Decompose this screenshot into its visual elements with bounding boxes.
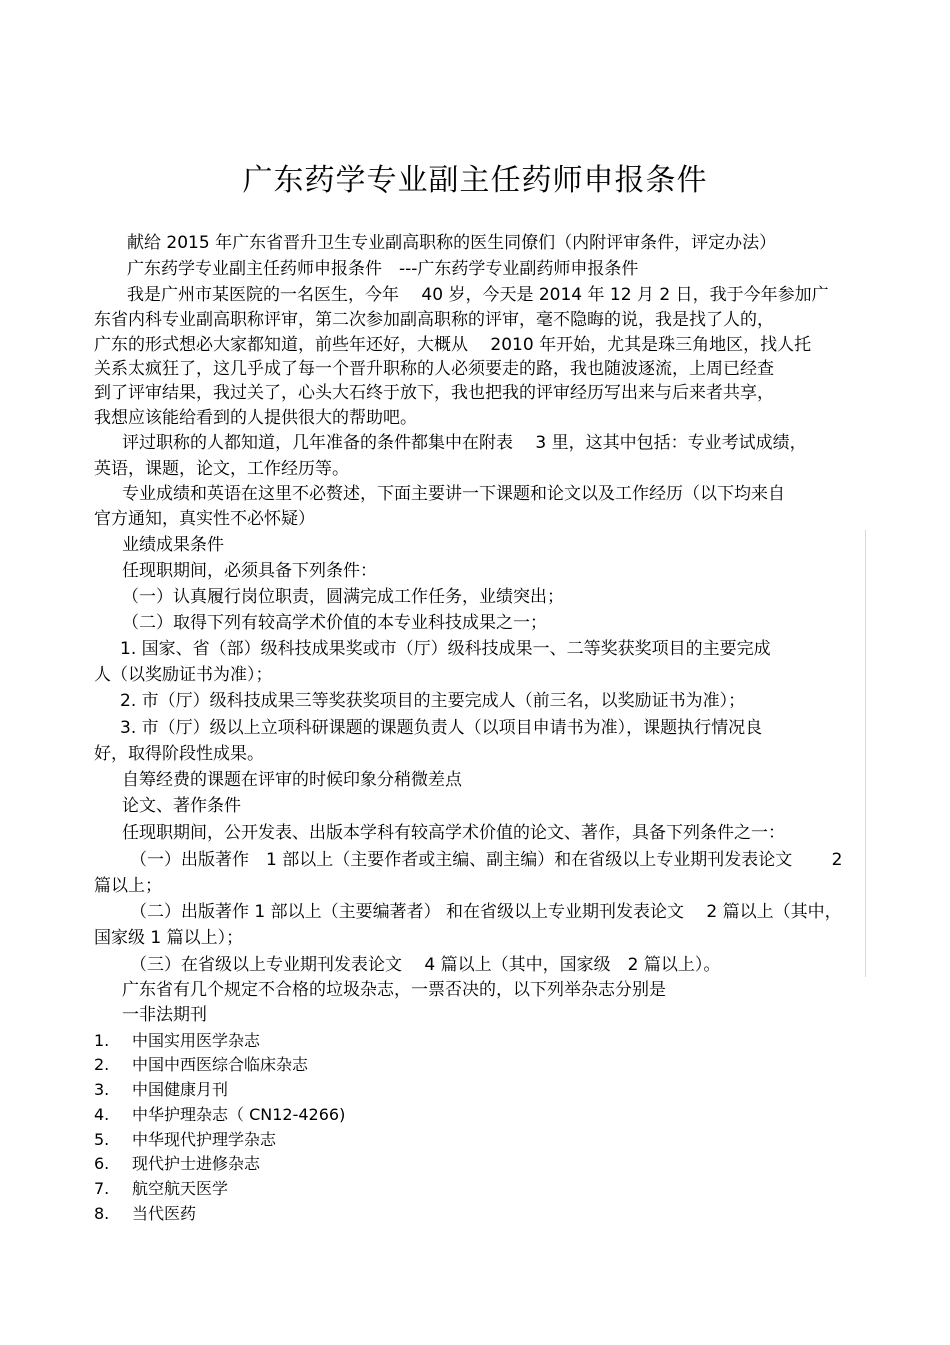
list-number: 4. (94, 1105, 110, 1124)
list-item (94, 1152, 260, 1176)
text-line: 任现职期间，公开发表、出版本学科有较高学术价值的论文、著作，具备下列条件之一： (122, 823, 785, 843)
list-number: 7. (94, 1179, 110, 1198)
text-line: 广东的形式想必大家都知道，前些年还好，大概从 2010 年开始，尤其是珠三角地区，找人托 (94, 335, 812, 355)
text-line: （二）取得下列有较高学术价值的本专业科技成果之一； (122, 613, 547, 633)
section-heading: 一非法期刊 (122, 1005, 207, 1025)
list-item (94, 1202, 196, 1226)
list-number: 1. (94, 1031, 110, 1050)
text-line: 篇以上； (94, 876, 162, 896)
text-line: 国家级 1 篇以上）； (94, 928, 244, 948)
list-item (94, 1053, 308, 1077)
text-line: （一）认真履行岗位职责，圆满完成工作任务，业绩突出； (122, 587, 564, 607)
text-line: 到了评审结果，我过关了，心头大石终于放下，我也把我的评审经历写出来与后来者共享， (94, 383, 774, 403)
journal-name: 中华现代护理学杂志 (132, 1130, 277, 1149)
margin-rule (865, 530, 866, 977)
journal-name: 航空航天医学 (132, 1179, 229, 1198)
list-number: 2. (94, 1055, 110, 1074)
section-heading: 论文、著作条件 (122, 796, 241, 816)
text-line: 我想应该能给看到的人提供很大的帮助吧。 (94, 408, 417, 428)
list-item (94, 1029, 260, 1053)
journal-name: 中华护理杂志（ CN12-4266) (132, 1105, 346, 1124)
journal-name: 中国实用医学杂志 (132, 1031, 261, 1050)
text-line: 英语，课题，论文，工作经历等。 (94, 459, 349, 479)
document-title: 广东药学专业副主任药师申报条件 (242, 163, 708, 198)
text-line: 关系太疯狂了，这几乎成了每一个晋升职称的人必须要走的路，我也随波逐流，上周已经查 (94, 359, 774, 379)
text-line: 专业成绩和英语在这里不必赘述，下面主要讲一下课题和论文以及工作经历（以下均来自 (122, 484, 785, 504)
text-line: 东省内科专业副高职称评审，第二次参加副高职称的评审，毫不隐晦的说，我是找了人的， (94, 310, 774, 330)
journal-name: 现代护士进修杂志 (132, 1154, 261, 1173)
text-line: 我是广州市某医院的一名医生，今年 40 岁，今天是 2014 年 12 月 2 日，我于今年参加广 (127, 285, 829, 305)
text-line: 1. 国家、省（部）级科技成果奖或市（厅）级科技成果一、二等奖获奖项目的主要完成 (120, 639, 771, 659)
text-line: 2. 市（厅）级科技成果三等奖获奖项目的主要完成人（前三名，以奖励证书为准）； (120, 691, 746, 711)
text-line: 评过职称的人都知道，几年准备的条件都集中在附表 3 里，这其中包括：专业考试成绩， (122, 433, 807, 453)
text-line: 广东药学专业副主任药师申报条件 ---广东药学专业副药师申报条件 (127, 259, 639, 279)
text-line: （一）出版著作 1 部以上（主要作者或主编、副主编）和在省级以上专业期刊发表论文 2 (130, 850, 843, 870)
journal-name: 当代医药 (132, 1204, 197, 1223)
journal-name: 中国健康月刊 (132, 1080, 229, 1099)
list-item (94, 1078, 228, 1102)
text-line: 任现职期间，必须具备下列条件： (122, 561, 377, 581)
text-line: 广东省有几个规定不合格的垃圾杂志，一票否决的，以下列举杂志分别是 (122, 980, 666, 1000)
text-line: 人（以奖励证书为准）； (94, 665, 273, 685)
journal-name: 中国中西医综合临床杂志 (132, 1055, 309, 1074)
list-number: 6. (94, 1154, 110, 1173)
list-item (94, 1103, 345, 1127)
text-line: （二）出版著作 1 部以上（主要编著者） 和在省级以上专业期刊发表论文 2 篇以上（其中， (130, 902, 842, 922)
text-line: 3. 市（厅）级以上立项科研课题的课题负责人（以项目申请书为准），课题执行情况良 (120, 718, 763, 738)
list-number: 3. (94, 1080, 110, 1099)
section-heading: 业绩成果条件 (122, 535, 224, 555)
text-line: 自筹经费的课题在评审的时候印象分稍微差点 (122, 770, 462, 790)
text-line: 献给 2015 年广东省晋升卫生专业副高职称的医生同僚们（内附评审条件，评定办法） (127, 233, 777, 253)
text-line: 官方通知，真实性不必怀疑） (94, 509, 315, 529)
list-number: 8. (94, 1204, 110, 1223)
text-line: （三）在省级以上专业期刊发表论文 4 篇以上（其中，国家级 2 篇以上）。 (130, 955, 721, 975)
list-number: 5. (94, 1130, 110, 1149)
list-item (94, 1128, 276, 1152)
text-line: 好，取得阶段性成果。 (94, 744, 264, 764)
list-item (94, 1177, 228, 1201)
